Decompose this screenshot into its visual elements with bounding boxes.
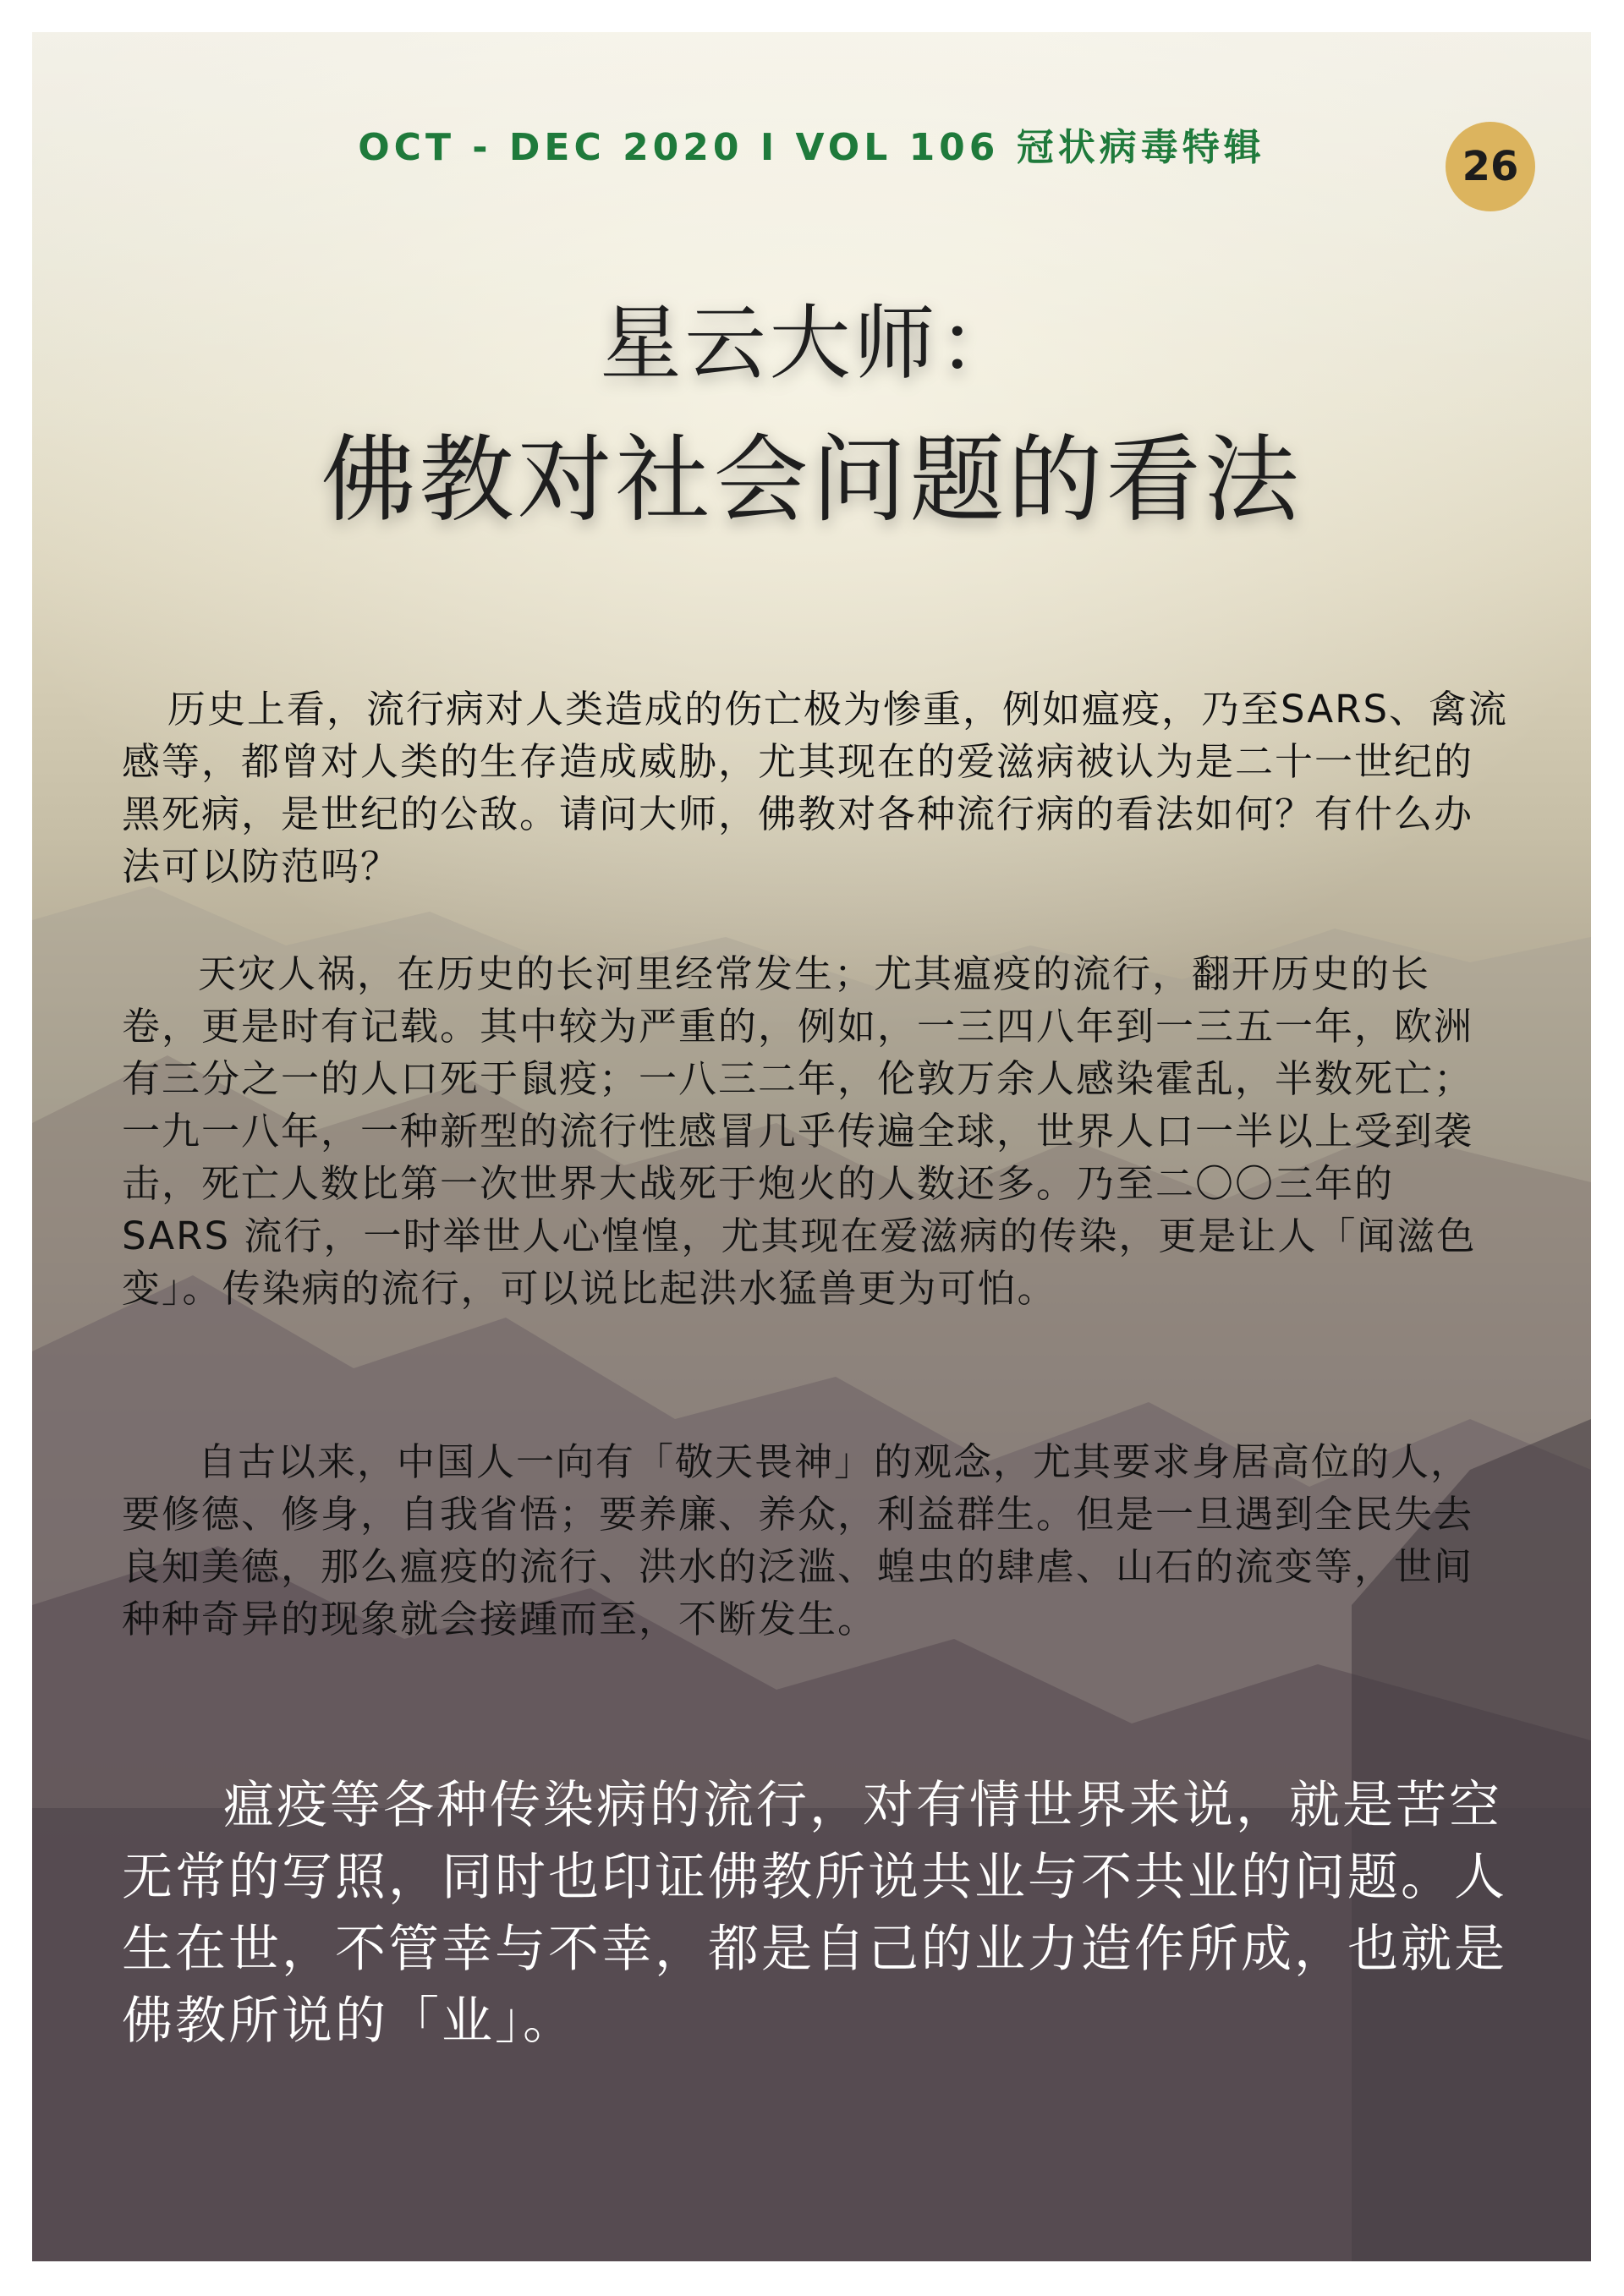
body-paragraph-history: 天灾人祸，在历史的长河里经常发生；尤其瘟疫的流行，翻开历史的长卷，更是时有记载。其中较为严重的，例如，一三四八年到一三五一年，欧洲有三分之一的人口死于鼠疫；一八三二年，伦敦万余人感染霍乱，半数死亡；一九一八年，一种新型的流行性感冒几乎传遍全球，世界人口一半以上受到袭击，死亡人数比第一次世界大战死于炮火的人数还多。乃至二〇〇三年的 SARS 流行，一时举世人心惶惶，尤其现在爱滋病的传染，更是让人「闻滋色变」。传染病的流行，可以说比起洪水猛兽更为可怕。: [122, 951, 1477, 1311]
pull-quote: 瘟疫等各种传染病的流行，对有情世界来说，就是苦空无常的写照，同时也印证佛教所说共业与不共业的问题。人生在世，不管幸与不幸，都是自己的业力造作所成，也就是佛教所说的「业」。: [122, 1776, 1507, 2051]
article-title-line2: 佛教对社会问题的看法: [321, 425, 1303, 535]
body-paragraph-question: 历史上看，流行病对人类造成的伤亡极为惨重，例如瘟疫，乃至SARS、禽流感等，都曾对人类的生存造成威胁，尤其现在的爱滋病被认为是二十一世纪的黑死病，是世纪的公敌。请问大师，佛教对各种流行病的看法如何？有什么办法可以防范吗？: [122, 687, 1509, 889]
body-paragraph-tradition: 自古以来，中国人一向有「敬天畏神」的观念，尤其要求身居高位的人，要修德、修身，自我省悟；要养廉、养众，利益群生。但是一旦遇到全民失去良知美德，那么瘟疫的流行、洪水的泛滥、蝗虫的肆虐、山石的流变等，世间种种奇异的现象就会接踵而至，不断发生。: [122, 1439, 1474, 1641]
issue-header: OCT - DEC 2020 I VOL 106 冠状病毒特辑: [358, 126, 1265, 169]
magazine-page: [32, 32, 1591, 2261]
page-number-badge: 26: [1446, 122, 1535, 211]
article-title-line1: 星云大师：: [600, 296, 1023, 391]
